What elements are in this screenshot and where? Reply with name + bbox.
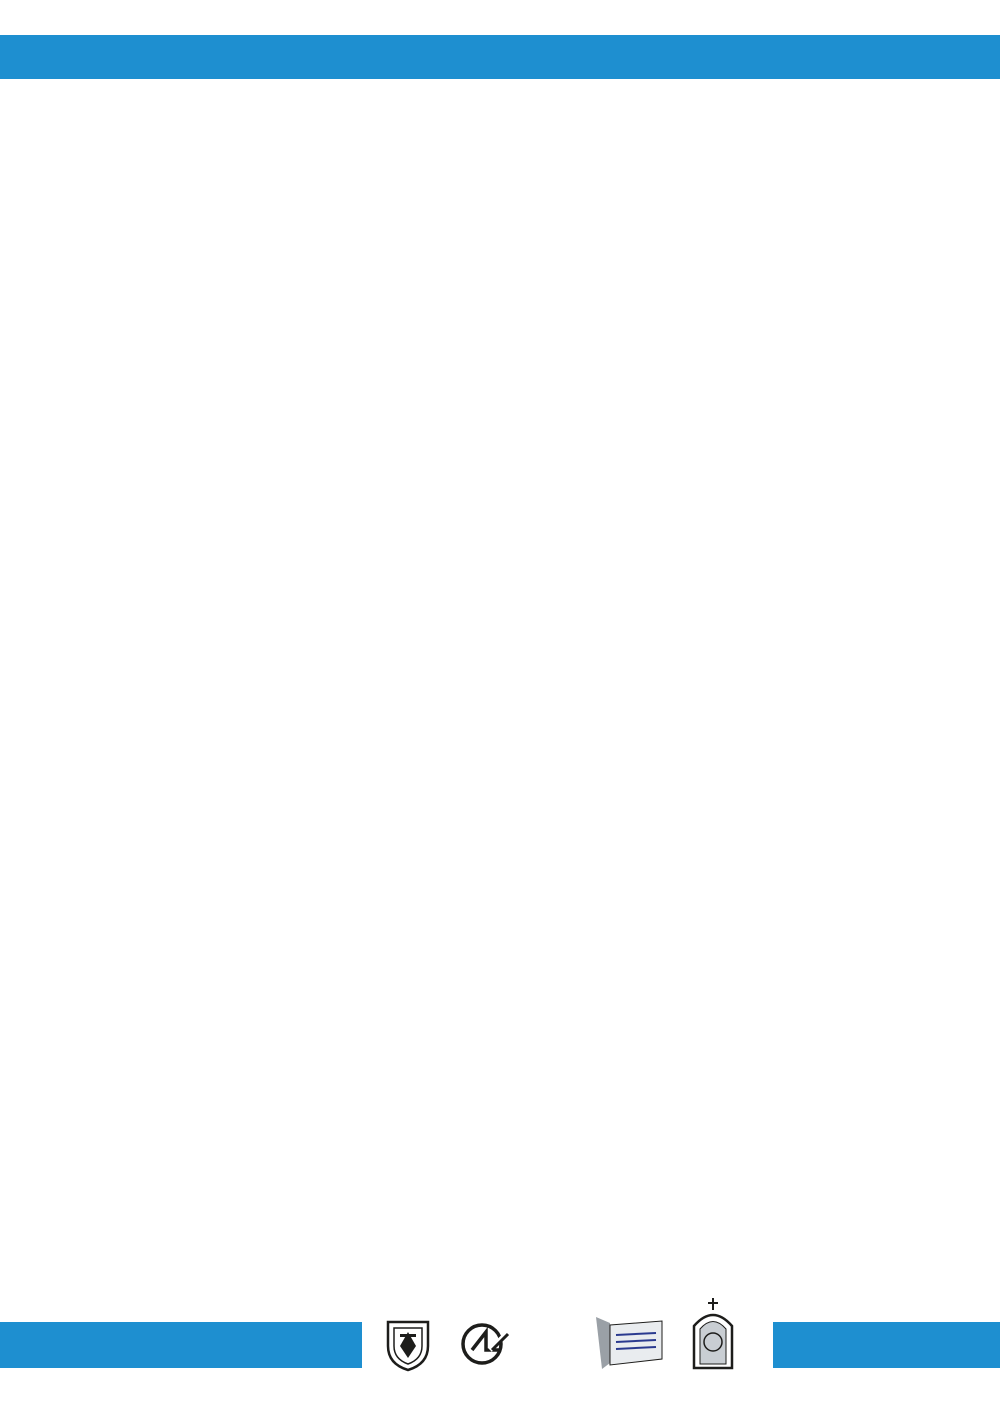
topic-item bbox=[346, 894, 380, 925]
email-link[interactable] bbox=[0, 1163, 336, 1194]
dot-bullet-icon bbox=[346, 930, 368, 952]
facebook-link[interactable] bbox=[0, 1194, 336, 1225]
offline-contacts bbox=[346, 1163, 380, 1256]
topic-item bbox=[346, 831, 380, 862]
dot-bullet-icon bbox=[346, 711, 368, 733]
dot-bullet-icon bbox=[346, 742, 368, 764]
dot-bullet-icon bbox=[346, 552, 368, 574]
topic-item bbox=[346, 706, 380, 737]
event-month bbox=[0, 749, 302, 838]
event-year bbox=[0, 838, 302, 927]
event-date-block bbox=[0, 660, 302, 1016]
topic-item bbox=[346, 738, 380, 769]
dot-bullet-icon bbox=[346, 1199, 368, 1221]
dot-bullet-icon bbox=[346, 993, 368, 1015]
dot-bullet-icon bbox=[346, 1230, 368, 1252]
conference-face-logo bbox=[110, 275, 365, 505]
footer-bar-right bbox=[773, 1322, 1000, 1368]
online-contacts bbox=[0, 1163, 336, 1256]
footer-bar-left bbox=[0, 1322, 362, 1368]
topics-list bbox=[346, 675, 380, 1019]
topic-item bbox=[346, 957, 380, 988]
topic-item bbox=[346, 769, 380, 800]
dot-bullet-icon bbox=[346, 961, 368, 983]
support-line bbox=[346, 552, 380, 574]
address bbox=[346, 1225, 380, 1256]
dot-bullet-icon bbox=[346, 867, 368, 889]
header-band bbox=[0, 35, 1000, 79]
church-emblem-icon bbox=[690, 1296, 736, 1372]
faculty-logo-icon bbox=[460, 1320, 512, 1368]
vk-link[interactable] bbox=[0, 1225, 336, 1256]
topic-item bbox=[346, 925, 380, 956]
dot-bullet-icon bbox=[346, 805, 368, 827]
topics-heading bbox=[346, 622, 382, 652]
header-dot-pattern bbox=[0, 0, 1000, 215]
topic-item bbox=[346, 675, 380, 706]
topic-item bbox=[346, 988, 380, 1019]
dot-bullet-icon bbox=[346, 1168, 368, 1190]
dot-bullet-icon bbox=[346, 622, 370, 652]
phone-2 bbox=[346, 1194, 380, 1225]
dot-bullet-icon bbox=[346, 836, 368, 858]
topic-item bbox=[346, 863, 380, 894]
dot-bullet-icon bbox=[346, 899, 368, 921]
journalists-union-logo-icon bbox=[592, 1313, 666, 1371]
phone-1 bbox=[346, 1163, 380, 1194]
dot-bullet-icon bbox=[346, 680, 368, 702]
topic-item bbox=[346, 800, 380, 831]
dot-bullet-icon bbox=[346, 774, 368, 796]
event-dates bbox=[0, 660, 302, 749]
university-emblem-icon bbox=[380, 1316, 436, 1372]
event-city bbox=[0, 927, 302, 1016]
